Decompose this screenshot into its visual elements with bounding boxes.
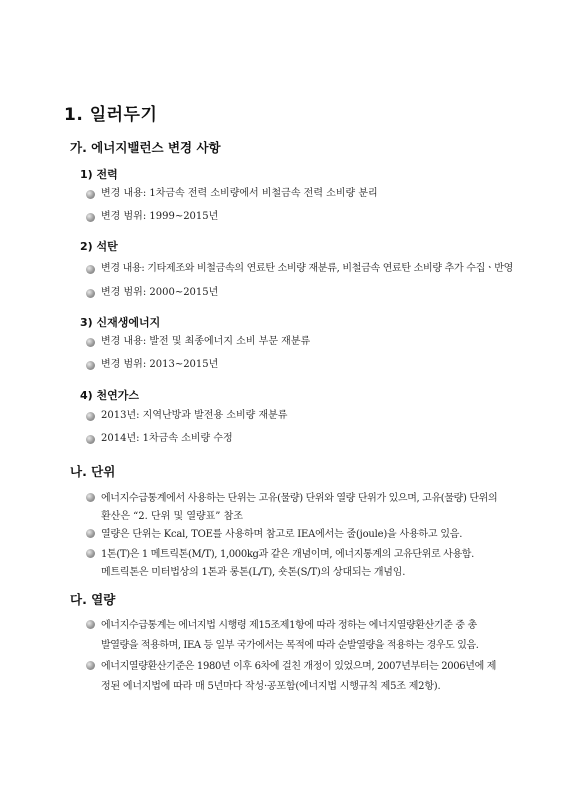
bullet-icon [86, 435, 95, 444]
section-title-na: 나. 단위 [70, 464, 116, 479]
paragraph: 열량은 단위는 Kcal, TOE를 사용하며 참고로 IEA에서는 줄(joule)을 사용하고 있음. [86, 523, 526, 543]
bullet-icon [86, 265, 95, 274]
bullet-icon [86, 620, 95, 629]
paragraph: 에너지열량환산기준은 1980년 이후 6차에 걸친 개정이 있었으며, 2007년부터는 2006년에 제 정된 에너지법에 따라 매 5년마다 작성·공포함(에너지법 시행규칙 제5조 제2항). [86, 655, 526, 695]
paragraph: 에너지수급통계는 에너지법 시행령 제15조제1항에 따라 정하는 에너지열량환산기준 중 총 발열량을 적용하며, IEA 등 일부 국가에서는 목적에 따라 순발열량을 적용하는 경우도 있음. [86, 614, 526, 654]
bullet-icon [86, 493, 95, 502]
section-title-ga: 가. 에너지밸런스 변경 사항 [70, 140, 221, 155]
bullet-icon [86, 549, 95, 558]
bullet-icon [86, 190, 95, 199]
bullet-icon [86, 289, 95, 298]
section-title-da: 다. 열량 [70, 592, 116, 607]
bullet-icon [86, 661, 95, 670]
page-heading: 1. 일러두기 [64, 105, 158, 125]
subsection-title-electricity: 1) 전력 [80, 168, 118, 181]
bullet-icon [86, 529, 95, 538]
bullet-icon [86, 213, 95, 222]
bullet-icon [86, 361, 95, 370]
subsection-title-natural-gas: 4) 천연가스 [80, 389, 140, 402]
bullet-icon [86, 338, 95, 347]
paragraph: 에너지수급통계에서 사용하는 단위는 고유(물량) 단위와 열량 단위가 있으며, 고유(물량) 단위의 환산은 “2. 단위 및 열량표” 참조 [86, 487, 526, 527]
subsection-title-coal: 2) 석탄 [80, 240, 118, 253]
paragraph: 1톤(T)은 1 메트릭톤(M/T), 1,000kg과 같은 개념이며, 에너지통계의 고유단위로 사용함. 메트릭톤은 미터법상의 1톤과 롱톤(L/T), 숏톤(S/T)의 상대되는 개념임. [86, 543, 526, 583]
bullet-icon [86, 412, 95, 421]
subsection-title-renewable: 3) 신재생에너지 [80, 316, 161, 329]
